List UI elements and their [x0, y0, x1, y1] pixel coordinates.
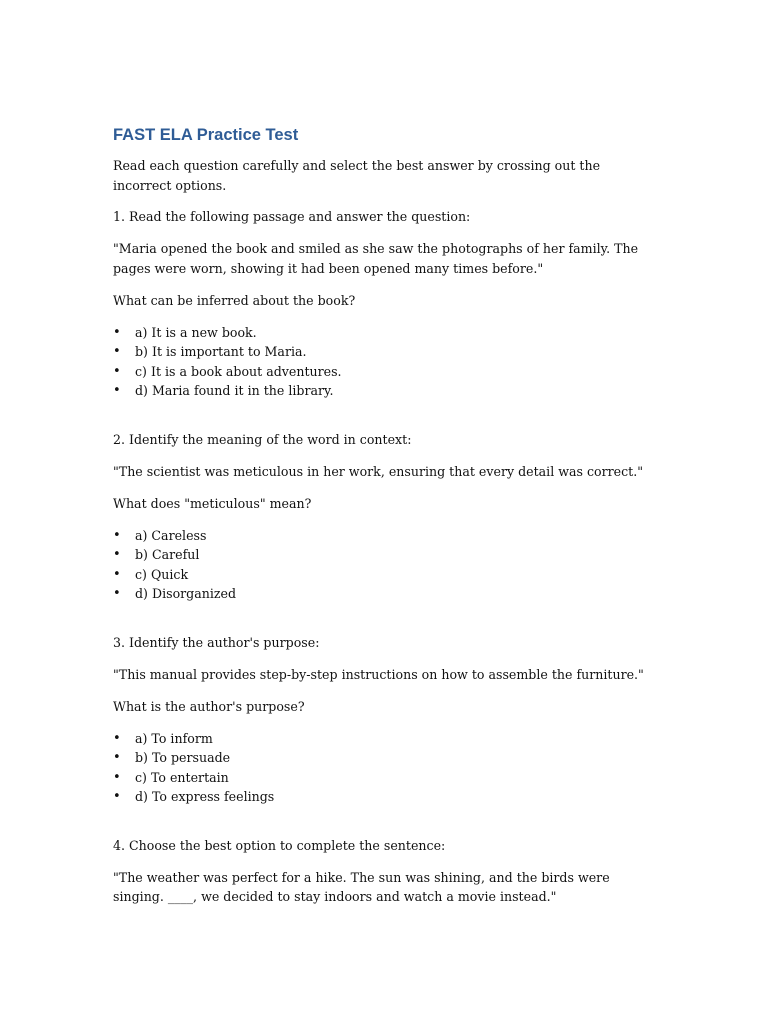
question-3-question: What is the author's purpose?	[113, 698, 305, 714]
question-2-prompt: 2. Identify the meaning of the word in context:	[113, 431, 412, 447]
question-4-prompt: 4. Choose the best option to complete the sentence:	[113, 837, 446, 853]
question-3-prompt: 3. Identify the author's purpose:	[113, 634, 320, 650]
option-text: c) Quick	[135, 566, 189, 582]
bullet-icon: •	[113, 730, 121, 746]
bullet-icon: •	[113, 789, 121, 804]
question-2	[113, 430, 653, 604]
option-2d[interactable]	[113, 584, 653, 604]
bullet-icon: •	[113, 769, 121, 785]
document-title: FAST ELA Practice Test	[113, 126, 299, 144]
document-page	[113, 122, 653, 919]
option-text: b) Careful	[135, 547, 200, 562]
bullet-icon: •	[113, 566, 121, 582]
question-4	[113, 836, 653, 907]
question-2-options	[113, 526, 653, 604]
option-text: d) To express feelings	[135, 789, 275, 804]
question-1	[113, 207, 653, 401]
question-3	[113, 633, 653, 807]
option-2a[interactable]	[113, 526, 653, 546]
option-1a[interactable]	[113, 323, 653, 343]
option-1d[interactable]	[113, 381, 653, 401]
option-text: d) Disorganized	[135, 586, 237, 601]
option-3d[interactable]	[113, 787, 653, 807]
option-text: c) It is a book about adventures.	[135, 363, 342, 379]
option-text: a) It is a new book.	[135, 324, 257, 340]
question-1-prompt: 1. Read the following passage and answer the question:	[113, 209, 471, 224]
option-text: d) Maria found it in the library.	[135, 383, 334, 398]
bullet-icon: •	[113, 324, 121, 340]
bullet-icon: •	[113, 547, 121, 562]
question-2-question: What does "meticulous" mean?	[113, 495, 312, 511]
bullet-icon: •	[113, 363, 121, 379]
bullet-icon: •	[113, 586, 121, 601]
bullet-icon: •	[113, 344, 121, 359]
option-3a[interactable]	[113, 729, 653, 749]
question-2-passage: "The scientist was meticulous in her work, ensuring that every detail was correct."	[113, 463, 644, 479]
option-3b[interactable]	[113, 748, 653, 768]
question-1-passage: "Maria opened the book and smiled as she saw the photographs of her family. The pages were worn, showing it had been opened many times before."	[113, 241, 639, 276]
bullet-icon: •	[113, 383, 121, 398]
question-3-options	[113, 729, 653, 807]
instructions: Read each question carefully and select the best answer by crossing out the incorrect options.	[113, 158, 601, 193]
question-1-options	[113, 323, 653, 401]
question-3-passage: "This manual provides step-by-step instructions on how to assemble the furniture."	[113, 666, 644, 682]
option-2c[interactable]	[113, 565, 653, 585]
question-4-passage: "The weather was perfect for a hike. The sun was shining, and the birds were singing. ____, we decided to stay indoors and watch a movie instead."	[113, 869, 610, 904]
option-3c[interactable]	[113, 768, 653, 788]
option-text: a) Careless	[135, 527, 207, 543]
bullet-icon: •	[113, 527, 121, 543]
option-text: b) To persuade	[135, 750, 231, 765]
option-1c[interactable]	[113, 362, 653, 382]
question-1-question: What can be inferred about the book?	[113, 292, 356, 308]
option-1b[interactable]	[113, 342, 653, 362]
option-2b[interactable]	[113, 545, 653, 565]
bullet-icon: •	[113, 750, 121, 765]
option-text: a) To inform	[135, 730, 213, 746]
option-text: b) It is important to Maria.	[135, 344, 307, 359]
option-text: c) To entertain	[135, 769, 229, 785]
